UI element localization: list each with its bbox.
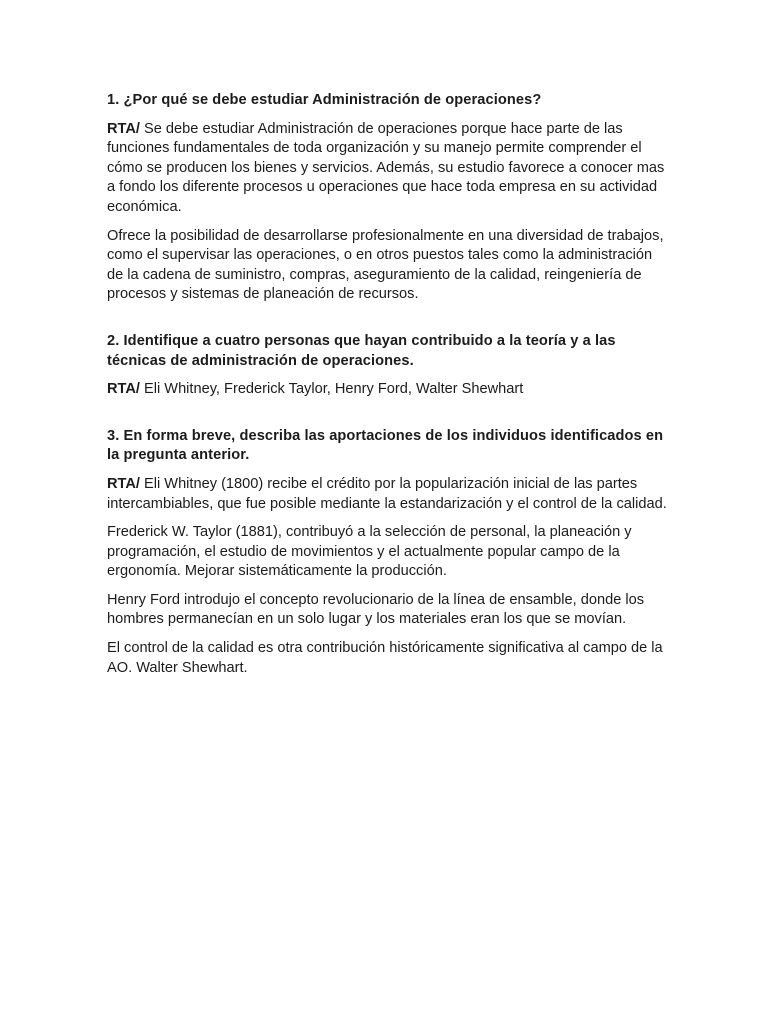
document-content (107, 91, 667, 687)
answer-3-text: Eli Whitney (1800) recibe el crédito por la popularización inicial de las partes intercambiables, que fue posible mediante la estandarización y el control de la calidad. (107, 475, 667, 512)
answer-prefix: RTA/ (107, 120, 140, 137)
question-3: 3. En forma breve, describa las aportaciones de los individuos identificados en la pregunta anterior. (107, 427, 664, 464)
answer-2 (107, 380, 667, 400)
answer-prefix: RTA/ (107, 381, 140, 398)
answer-1-text: Se debe estudiar Administración de operaciones porque hace parte de las funciones fundamentales de toda organización y su manejo permite comprender el cómo se producen los bienes y servicios. Además, su estudio favorece a conocer mas a fondo los diferente procesos u operaciones que hace toda empresa en su actividad económica. (107, 120, 665, 215)
question-2: 2. Identifique a cuatro personas que hayan contribuido a la teoría y a las técnicas de administración de operaciones. (107, 332, 616, 369)
answer-3 (107, 475, 667, 514)
answer-prefix: RTA/ (107, 475, 140, 492)
answer-3-ford-paragraph: Henry Ford introdujo el concepto revolucionario de la línea de ensamble, donde los hombres permanecían en un solo lugar y los materiales eran los que se movían. (107, 591, 645, 628)
answer-3-shewhart-paragraph: El control de la calidad es otra contribución históricamente significativa al campo de la AO. Walter Shewhart. (107, 640, 663, 676)
answer-1-paragraph-2: Ofrece la posibilidad de desarrollarse profesionalmente en una diversidad de trabajos, como el supervisar las operaciones, o en otros puestos tales como la administración de la cadena de suministro, compras, aseguramiento de la calidad, reingeniería de procesos y sistemas de planeación de recursos. (107, 227, 664, 303)
answer-3-taylor-paragraph: Frederick W. Taylor (1881), contribuyó a la selección de personal, la planeación y programación, el estudio de movimientos y el actualmente popular campo de la ergonomía. Mejorar sistemáticamente la producción. (107, 524, 632, 580)
question-1: 1. ¿Por qué se debe estudiar Administración de operaciones? (107, 92, 542, 108)
answer-2-text: Eli Whitney, Frederick Taylor, Henry Ford, Walter Shewhart (139, 381, 524, 398)
answer-1 (107, 120, 667, 218)
